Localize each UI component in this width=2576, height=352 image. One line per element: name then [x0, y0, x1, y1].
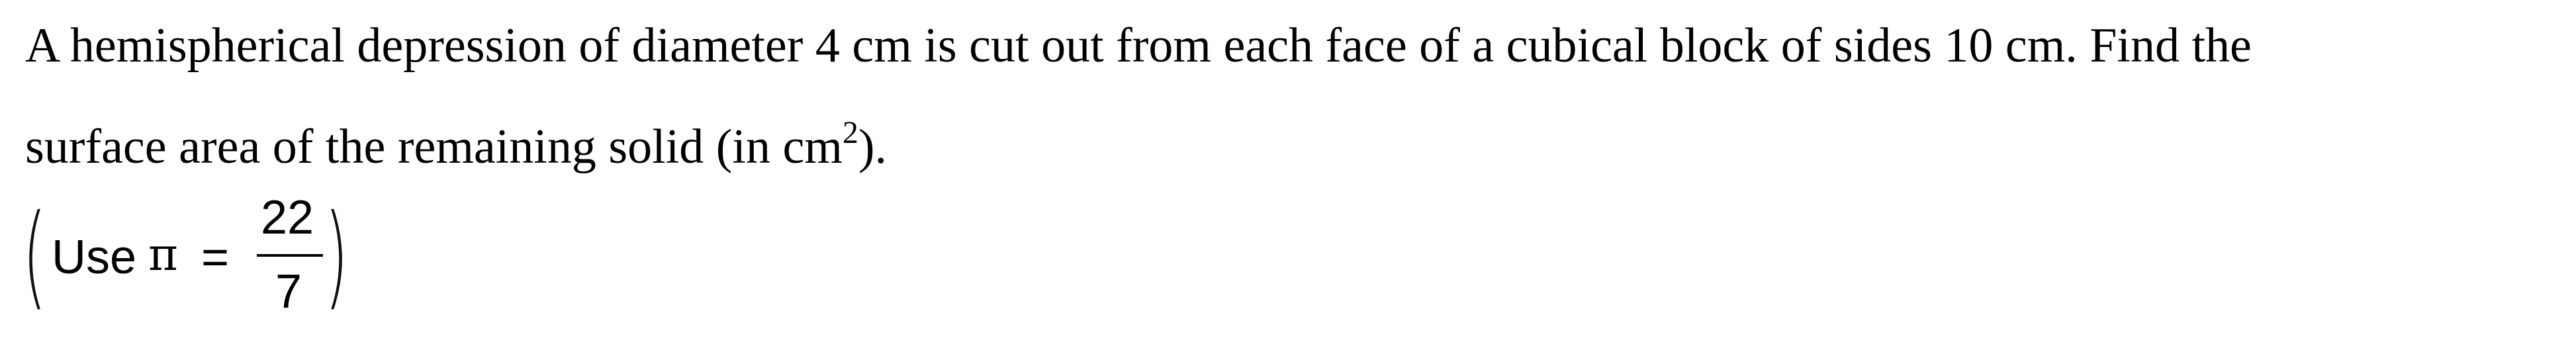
use-label: Use: [52, 231, 137, 284]
question-line-2: [25, 115, 888, 174]
question-line-1: A hemispherical depression of diameter 4 cm is cut out from each face of a cubical block of sides 10 cm. Find the: [25, 19, 2252, 73]
fraction-denominator: 7: [275, 265, 302, 318]
question-line-2-end: ).: [858, 120, 888, 174]
question-line-2-main: surface area of the remaining solid (in cm: [25, 120, 843, 174]
pi-value-hint: [25, 191, 369, 323]
fraction-bar: [257, 254, 323, 257]
fraction-numerator: 22: [261, 191, 314, 244]
right-parenthesis: ): [324, 191, 349, 322]
pi-symbol: π: [148, 229, 178, 281]
left-parenthesis: (: [23, 191, 47, 322]
superscript-exponent: 2: [842, 115, 858, 150]
equals-sign: =: [201, 231, 230, 284]
